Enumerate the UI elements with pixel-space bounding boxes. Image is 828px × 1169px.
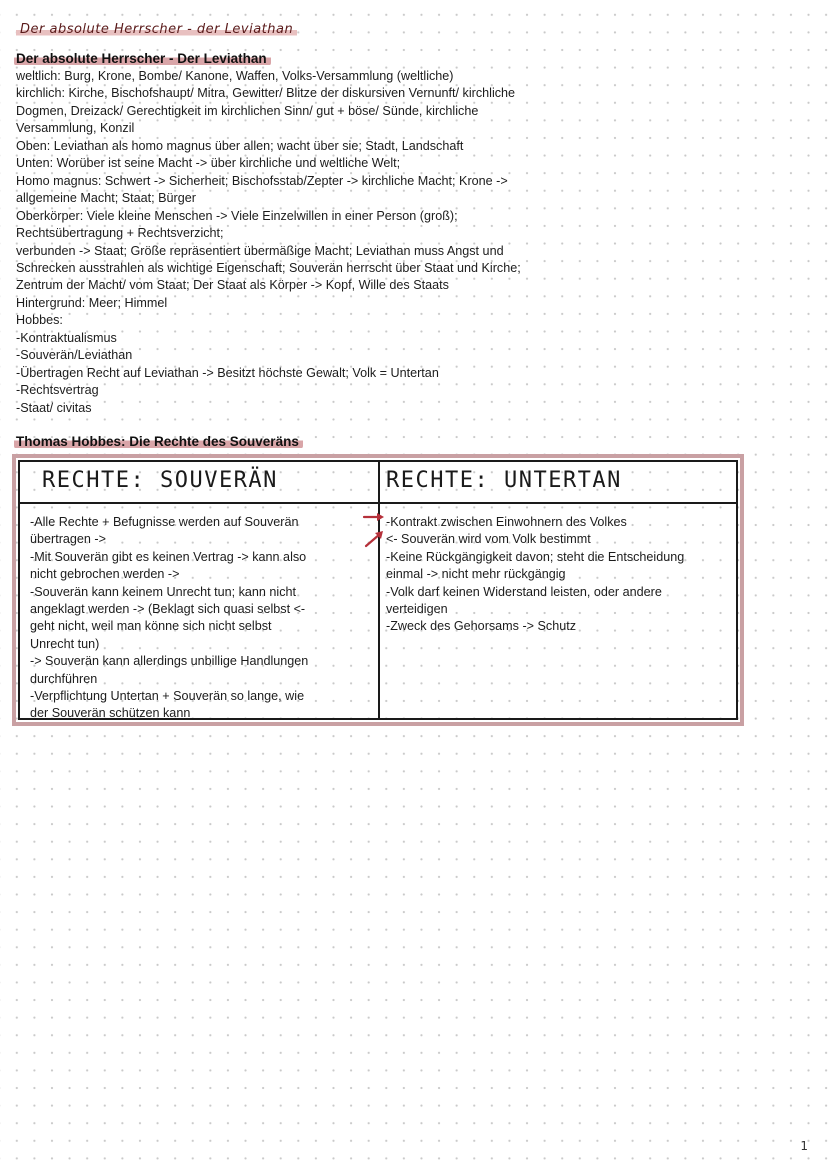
text-line: allgemeine Macht; Staat; Bürger: [16, 191, 196, 206]
rights-table: [12, 454, 744, 726]
text-line: -Zweck des Gehorsams -> Schutz: [386, 619, 577, 634]
handwritten-title: Der absolute Herrscher - der Leviathan: [16, 22, 297, 37]
text-line: Oberkörper: Viele kleine Menschen -> Viele Einzelwillen in einer Person (groß);: [16, 208, 458, 223]
text-line: der Souverän schützen kann: [30, 706, 191, 721]
text-line: -Rechtsvertrag: [16, 383, 99, 398]
text-line: -Souverän kann keinem Unrecht tun; kann nicht: [30, 584, 297, 599]
text-line: -Übertragen Recht auf Leviathan -> Besitzt höchste Gewalt; Volk = Untertan: [16, 365, 439, 380]
text-line: -Verpflichtung Untertan + Souverän so lange, wie: [30, 689, 305, 704]
section-body-leviathan: [16, 68, 816, 417]
rights-table-frame: [18, 460, 738, 720]
text-line: angeklagt werden -> (Beklagt sich quasi selbst <-: [30, 602, 306, 617]
text-line: -Souverän/Leviathan: [16, 348, 133, 363]
text-line: -Mit Souverän gibt es keinen Vertrag -> kann also: [30, 549, 307, 564]
text-line: Zentrum der Macht/ vom Staat; Der Staat als Körper -> Kopf, Wille des Staats: [16, 278, 449, 293]
text-line: Unten: Worüber ist seine Macht -> über kirchliche und weltliche Welt;: [16, 156, 401, 171]
text-line: übertragen ->: [30, 532, 106, 547]
text-line: -Volk darf keinen Widerstand leisten, oder andere: [386, 584, 662, 599]
text-line: durchführen: [30, 671, 98, 686]
text-line: verteidigen: [386, 602, 448, 617]
text-line: Oben: Leviathan als homo magnus über allen; wacht über sie; Stadt, Landschaft: [16, 138, 464, 153]
text-line: Rechtsübertragung + Rechtsverzicht;: [16, 226, 224, 241]
text-line: Schrecken ausstrahlen als wichtige Eigenschaft; Souverän herrscht über Staat und Kirche;: [16, 260, 521, 275]
text-line: Dogmen, Dreizack/ Gerechtigkeit im kirchlichen Sinn/ gut + böse/ Sünde, kirchliche: [16, 103, 479, 118]
text-line: verbunden -> Staat; Größe repräsentiert übermäßige Macht; Leviathan muss Angst und: [16, 243, 504, 258]
text-line: Versammlung, Konzil: [16, 121, 135, 136]
untertan-rights-list: [386, 514, 746, 636]
souveraen-rights-list: [30, 514, 370, 723]
text-line: Hobbes:: [16, 313, 63, 328]
table-column-divider: [378, 462, 380, 718]
text-line: einmal -> nicht mehr rückgängig: [386, 567, 566, 582]
red-arrow-icon: [362, 508, 388, 548]
text-line: geht nicht, weil man könne sich nicht selbst: [30, 619, 272, 634]
text-line: nicht gebrochen werden ->: [30, 567, 180, 582]
text-line: -Staat/ civitas: [16, 400, 92, 415]
text-line: Unrecht tun): [30, 636, 100, 651]
text-line: Hintergrund: Meer; Himmel: [16, 295, 168, 310]
section-heading-rights: Thomas Hobbes: Die Rechte des Souveräns: [14, 434, 303, 449]
text-line: weltlich: Burg, Krone, Bombe/ Kanone, Waffen, Volks-Versammlung (weltliche): [16, 69, 454, 83]
text-line: -Kontrakt zwischen Einwohnern des Volkes: [386, 515, 627, 529]
text-line: kirchlich: Kirche, Bischofshaupt/ Mitra, Gewitter/ Blitze der diskursiven Vernunft/ kirchliche: [16, 86, 516, 101]
text-line: -Keine Rückgängigkeit davon; steht die Entscheidung: [386, 549, 685, 564]
text-line: -Alle Rechte + Befugnisse werden auf Souverän: [30, 515, 299, 529]
text-line: Homo magnus: Schwert -> Sicherheit; Bischofsstab/Zepter -> kirchliche Macht; Krone ->: [16, 173, 508, 188]
text-line: -Kontraktualismus: [16, 330, 117, 345]
text-line: -> Souverän kann allerdings unbillige Handlungen: [30, 654, 309, 669]
header-rechte-souveraen: RECHTE: SOUVERÄN: [42, 468, 278, 493]
header-rechte-untertan: RECHTE: UNTERTAN: [386, 468, 622, 493]
section-heading-leviathan: Der absolute Herrscher - Der Leviathan: [14, 51, 271, 66]
page-number: 1: [800, 1139, 808, 1153]
text-line: <- Souverän wird vom Volk bestimmt: [386, 532, 591, 547]
